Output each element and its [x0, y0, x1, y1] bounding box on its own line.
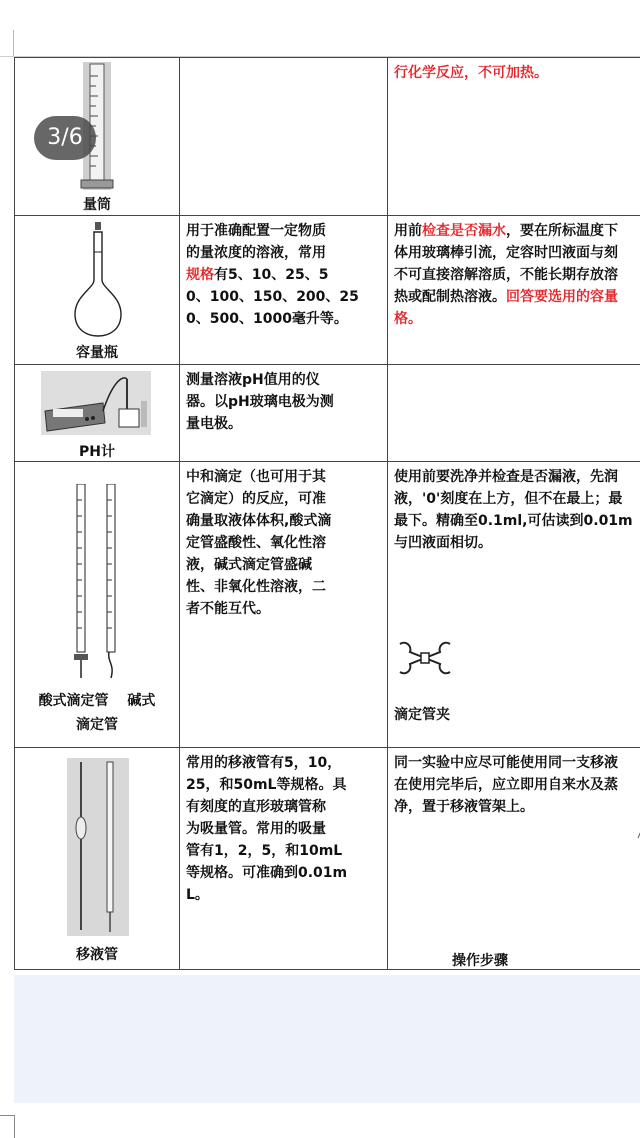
bottom-panel	[14, 975, 640, 1103]
body-text: 同一实验中应尽可能使用同一支移液	[394, 755, 618, 771]
notes-cell	[388, 216, 640, 365]
usage-cell	[180, 365, 388, 462]
text-line	[394, 286, 640, 308]
text-line	[394, 308, 640, 330]
notes-cell	[388, 58, 640, 216]
table-row	[15, 365, 640, 462]
body-text: 为吸量管。常用的吸量	[186, 821, 326, 837]
instrument-name: 移液管	[15, 944, 179, 966]
highlight-text: 规格	[186, 267, 214, 283]
body-text: 0、500、1000毫升等。	[186, 311, 348, 327]
body-text: ，要在所标温度下	[506, 223, 618, 239]
text-line	[186, 242, 381, 264]
body-text: 量电极。	[186, 416, 242, 432]
body-text: 液，'0'刻度在上方，但不在最上；最	[394, 491, 622, 507]
text-line	[186, 576, 381, 598]
body-text: 等规格。可准确到0.01m	[186, 865, 347, 881]
partial-drawing-icon	[636, 808, 640, 958]
body-text: 它滴定）的反应，可准	[186, 491, 326, 507]
margin-tick	[13, 30, 14, 56]
text-line	[394, 264, 640, 286]
body-text: 体用玻璃棒引流，定容时凹液面与刻	[394, 245, 618, 261]
text-line	[394, 510, 640, 532]
body-text: 不可直接溶解溶质，不能长期存放溶	[394, 267, 618, 283]
text-line	[186, 466, 381, 488]
text-line	[394, 532, 640, 554]
body-text: 用前	[394, 223, 422, 239]
notes-text	[394, 62, 640, 84]
body-text: 25，和50mL等规格。具	[186, 777, 346, 793]
instrument-cell	[15, 365, 180, 462]
instrument-table	[14, 57, 640, 970]
text-line	[186, 488, 381, 510]
text-line	[186, 796, 381, 818]
page-corner-mark	[0, 1115, 15, 1138]
body-text: 有5、10、25、5	[214, 267, 328, 283]
text-line	[186, 510, 381, 532]
text-line	[394, 62, 640, 84]
text-line	[394, 752, 640, 774]
body-text: 器。以pH玻璃电极为测	[186, 394, 334, 410]
body-text: 中和滴定（也可用于其	[186, 469, 326, 485]
sub-label: 操作步骤	[452, 950, 508, 970]
body-text: 确量取液体体积,酸式滴	[186, 513, 331, 529]
notes-text	[394, 466, 640, 554]
notes-cell	[388, 365, 640, 462]
instrument-cell	[15, 462, 180, 748]
usage-text	[186, 466, 381, 620]
instrument-name: 量筒	[15, 194, 179, 216]
text-line	[186, 884, 381, 906]
body-text: 有刻度的直形玻璃管称	[186, 799, 326, 815]
text-line	[186, 286, 381, 308]
notes-text	[394, 752, 640, 818]
body-text: 热或配制热溶液。	[394, 289, 506, 305]
body-text: 净，置于移液管架上。	[394, 799, 534, 815]
table-row	[15, 58, 640, 216]
text-line	[186, 774, 381, 796]
body-text: 最下。精确至0.1ml,可估读到0.01m	[394, 513, 633, 529]
usage-cell	[180, 58, 388, 216]
body-text: 的量浓度的溶液，常用	[186, 245, 326, 261]
highlight-text: 格。	[394, 311, 422, 327]
usage-text	[186, 220, 381, 330]
page-indicator: 3/6	[34, 116, 96, 160]
text-line	[394, 796, 640, 818]
volumetric-flask-icon	[73, 222, 123, 338]
pipette-icon	[67, 758, 129, 936]
instrument-name: 酸式滴定管 碱式	[15, 690, 179, 712]
text-line	[186, 840, 381, 862]
body-text: 在使用完毕后，应立即用自来水及蒸	[394, 777, 618, 793]
highlight-text: 回答要选用的容量	[506, 289, 618, 305]
text-line	[186, 598, 381, 620]
instrument-cell	[15, 216, 180, 365]
body-text: 用于准确配置一定物质	[186, 223, 326, 239]
body-text: 性、非氧化性溶液，二	[186, 579, 326, 595]
text-line	[394, 242, 640, 264]
burette-icon	[71, 484, 131, 680]
text-line	[394, 466, 640, 488]
body-text: 测量溶液pH值用的仪	[186, 372, 320, 388]
ph-meter-icon	[41, 371, 151, 435]
burette-clamp-icon	[396, 638, 454, 678]
text-line	[186, 532, 381, 554]
usage-cell	[180, 216, 388, 365]
table-row	[15, 462, 640, 748]
notes-text	[394, 220, 640, 330]
notes-cell	[388, 462, 640, 748]
highlight-text: 行化学反应，不可加热。	[394, 65, 548, 81]
text-line	[186, 818, 381, 840]
table-row	[15, 216, 640, 365]
text-line	[186, 391, 381, 413]
text-line	[186, 862, 381, 884]
body-text: 定管盛酸性、氧化性溶	[186, 535, 326, 551]
text-line	[186, 752, 381, 774]
text-line	[394, 220, 640, 242]
usage-text	[186, 752, 381, 906]
text-line	[186, 369, 381, 391]
body-text: 者不能互代。	[186, 601, 270, 617]
highlight-text: 检查是否漏水	[422, 223, 506, 239]
text-line	[186, 413, 381, 435]
table-row	[15, 748, 640, 970]
usage-text	[186, 369, 381, 435]
instrument-name: PH计	[15, 441, 179, 462]
notes-cell	[388, 748, 640, 970]
sub-label: 滴定管夹	[394, 704, 450, 726]
body-text: 管有1，2，5，和10mL	[186, 843, 342, 859]
body-text: L。	[186, 887, 209, 903]
body-text: 液，碱式滴定管盛碱	[186, 557, 312, 573]
instrument-name: 滴定管	[15, 714, 179, 736]
text-line	[394, 488, 640, 510]
instrument-name: 容量瓶	[15, 342, 179, 364]
usage-cell	[180, 748, 388, 970]
text-line	[186, 554, 381, 576]
body-text: 常用的移液管有5，10，	[186, 755, 341, 771]
body-text: 0、100、150、200、25	[186, 289, 359, 305]
body-text: 与凹液面相切。	[394, 535, 492, 551]
text-line	[186, 308, 381, 330]
usage-cell	[180, 462, 388, 748]
text-line	[394, 774, 640, 796]
body-text: 使用前要洗净并检查是否漏液，先润	[394, 469, 618, 485]
instrument-cell	[15, 748, 180, 970]
text-line	[186, 220, 381, 242]
text-line	[186, 264, 381, 286]
